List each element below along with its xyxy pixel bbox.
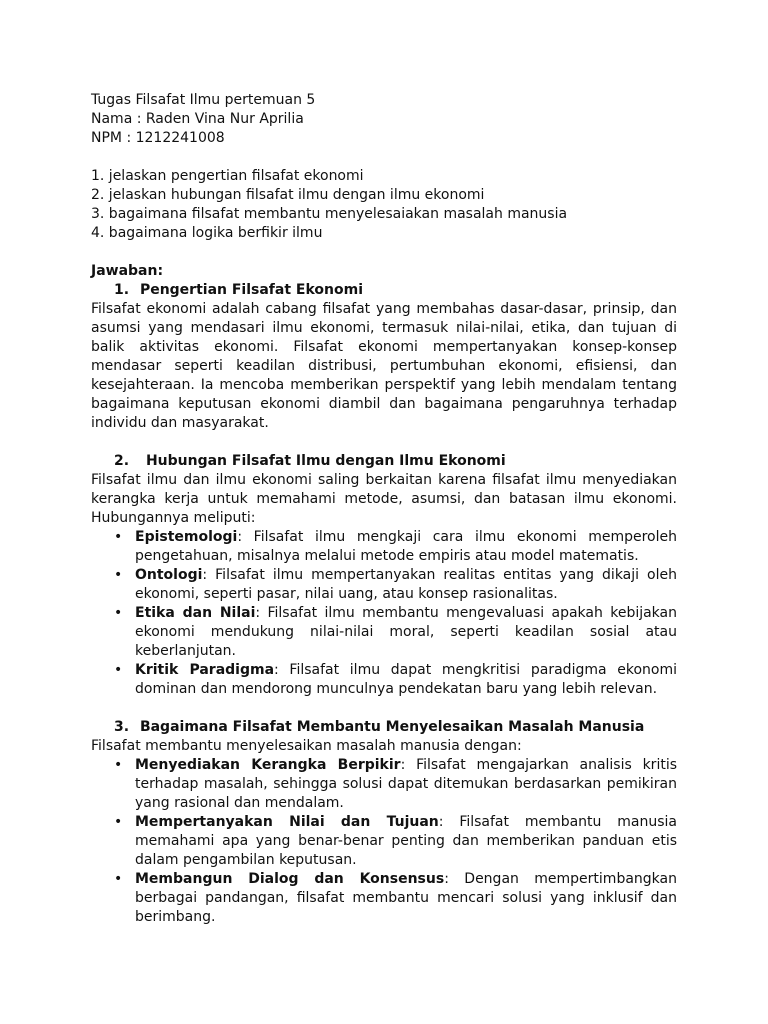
list-item	[91, 528, 677, 566]
bullet-icon: •	[114, 605, 123, 621]
bullet-term: Menyediakan Kerangka Berpikir	[135, 757, 401, 773]
question-item: 3. bagaimana filsafat membantu menyelesaiakan masalah manusia	[91, 206, 568, 222]
bullet-term: Ontologi	[135, 567, 203, 583]
list-item	[91, 756, 677, 813]
bullet-text: : Dengan mempertimbangkan berbagai pandangan, filsafat membantu mencari solusi yang inklusif dan berimbang.	[135, 871, 677, 925]
bullet-term: Kritik Paradigma	[135, 662, 275, 678]
list-item	[91, 661, 677, 699]
section-paragraph: Filsafat ilmu dan ilmu ekonomi saling berkaitan karena filsafat ilmu menyediakan kerangka kerja untuk memahami metode, asumsi, dan batasan ilmu ekonomi. Hubungannya meliputi:	[91, 472, 677, 526]
question-item: 4. bagaimana logika berfikir ilmu	[91, 225, 323, 241]
list-item	[91, 813, 677, 870]
bullet-icon: •	[114, 529, 123, 545]
section-title: Bagaimana Filsafat Membantu Menyelesaikan Masalah Manusia	[139, 719, 645, 735]
section-1	[91, 281, 677, 433]
bullet-text: : Filsafat ilmu mengkaji cara ilmu ekonomi memperoleh pengetahuan, misalnya melalui metode empiris atau model matematis.	[135, 529, 677, 564]
bullet-term: Etika dan Nilai	[135, 605, 256, 621]
bullet-term: Mempertanyakan Nilai dan Tujuan	[135, 814, 439, 830]
list-item	[91, 604, 677, 661]
bullet-icon: •	[114, 662, 123, 678]
section-title: Pengertian Filsafat Ekonomi	[139, 282, 363, 298]
bullet-text: : Filsafat mengajarkan analisis kritis terhadap masalah, sehingga solusi dapat ditemukan berdasarkan pemikiran yang rasional dan mendalam.	[135, 757, 678, 811]
bullet-text: : Filsafat membantu manusia memahami apa yang benar-benar penting dan memberikan panduan etis dalam pengambilan keputusan.	[135, 814, 677, 868]
section-heading	[91, 452, 677, 471]
section-2	[91, 452, 677, 699]
bullet-icon: •	[114, 814, 123, 830]
bullet-term: Membangun Dialog dan Konsensus	[135, 871, 445, 887]
bullet-text: : Filsafat ilmu dapat mengkritisi paradigma ekonomi dominan dan mendorong munculnya pendekatan baru yang lebih relevan.	[135, 662, 677, 697]
question-item: 1. jelaskan pengertian filsafat ekonomi	[91, 168, 364, 184]
bullet-icon: •	[114, 567, 123, 583]
student-npm: NPM : 1212241008	[91, 130, 225, 146]
section-heading	[91, 281, 677, 300]
question-item: 2. jelaskan hubungan filsafat ilmu dengan ilmu ekonomi	[91, 187, 485, 203]
question-list	[91, 167, 677, 243]
bullet-list	[91, 756, 677, 927]
bullet-term: Epistemologi	[135, 529, 238, 545]
bullet-list	[91, 528, 677, 699]
bullet-icon: •	[114, 871, 123, 887]
section-number: 1.	[114, 282, 130, 298]
bullet-text: : Filsafat ilmu mempertanyakan realitas entitas yang dikaji oleh ekonomi, seperti pasar, nilai uang, atau konsep rasionalitas.	[135, 567, 677, 602]
section-number: 3.	[114, 719, 130, 735]
list-item	[91, 566, 677, 604]
section-title: Hubungan Filsafat Ilmu dengan Ilmu Ekonomi	[145, 453, 506, 469]
section-paragraph: Filsafat ekonomi adalah cabang filsafat yang membahas dasar-dasar, prinsip, dan asumsi yang mendasari ilmu ekonomi, termasuk nilai-nilai, etika, dan tujuan di balik aktivitas ekonomi. Filsafat ekonomi mempertanyakan konsep-konsep mendasar seperti keadilan distribusi, pertumbuhan ekonomi, efisiensi, dan kesejahteraan. Ia mencoba memberikan perspektif yang lebih mendalam tentang bagaimana keputusan ekonomi diambil dan bagaimana pengaruhnya terhadap individu dan masyarakat.	[91, 301, 677, 431]
answer-label: Jawaban:	[91, 263, 164, 279]
document-title: Tugas Filsafat Ilmu pertemuan 5	[91, 92, 316, 108]
section-paragraph: Filsafat membantu menyelesaikan masalah manusia dengan:	[91, 738, 522, 754]
section-heading	[91, 718, 677, 737]
bullet-text: : Filsafat ilmu membantu mengevaluasi apakah kebijakan ekonomi mendukung nilai-nilai moral, seperti keadilan sosial atau keberlanjutan.	[135, 605, 677, 659]
section-3	[91, 718, 677, 927]
bullet-icon: •	[114, 757, 123, 773]
student-name: Nama : Raden Vina Nur Aprilia	[91, 111, 304, 127]
section-number: 2.	[114, 453, 130, 469]
list-item	[91, 870, 677, 927]
